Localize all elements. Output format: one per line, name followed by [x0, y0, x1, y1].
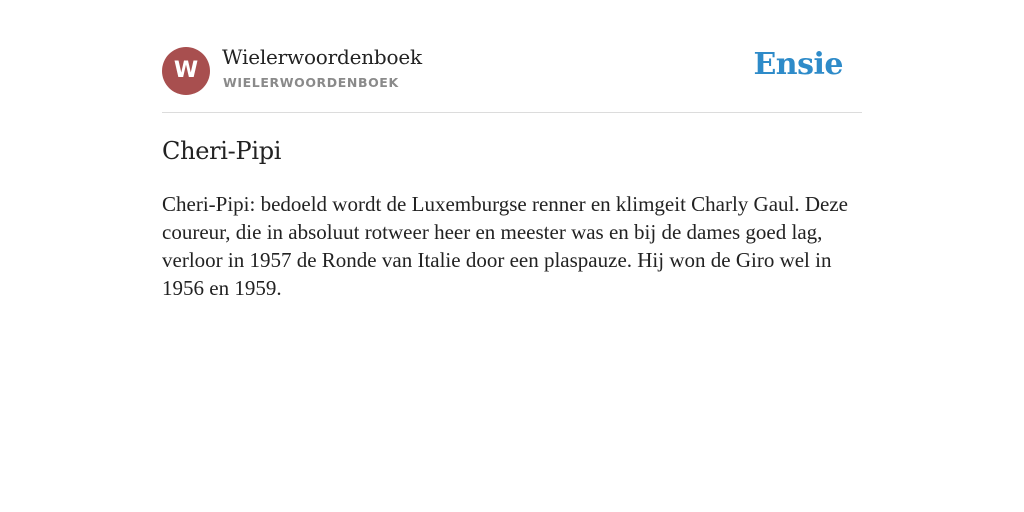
- entry-definition: Cheri-Pipi: bedoeld wordt de Luxemburgse renner en klimgeit Charly Gaul. Deze coureur, die in absoluut rotweer heer en meester was en bij de dames goed lag, verloor in 1957 de Ronde van Italie door een plaspauze. Hij won de Giro wel in 1956 en 1959.: [162, 192, 849, 300]
- content-container: [162, 0, 862, 300]
- source-subtitle: WIELERWOORDENBOEK: [223, 75, 399, 90]
- source-name[interactable]: Wielerwoordenboek: [222, 45, 422, 69]
- header: [162, 0, 862, 113]
- ensie-logo-link[interactable]: Ensie: [753, 47, 843, 82]
- entry-title: Cheri-Pipi: [162, 137, 282, 165]
- source-avatar[interactable]: W: [162, 47, 210, 95]
